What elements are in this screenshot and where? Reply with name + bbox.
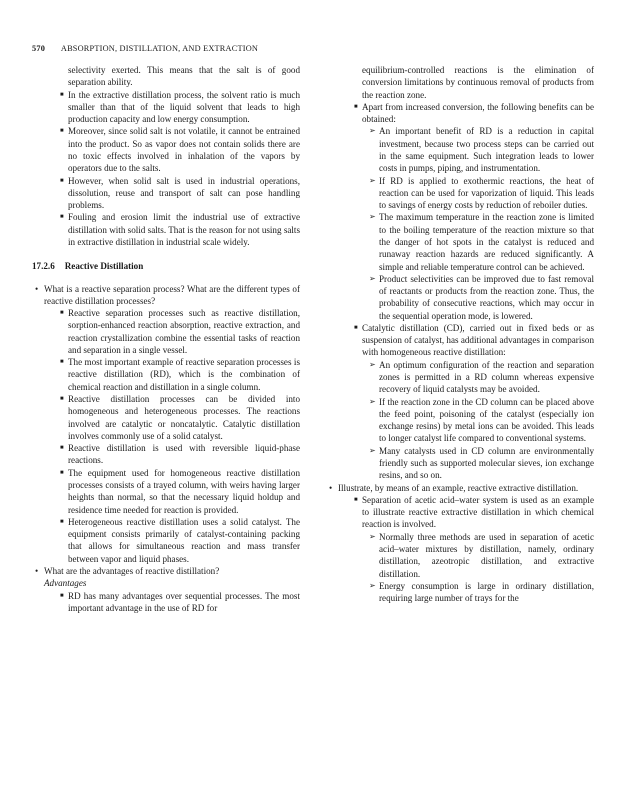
- arrowhead-icon: ➢: [369, 359, 376, 369]
- square-bullet-icon: ■: [60, 177, 64, 184]
- question-item: • Illustrate, by means of an example, reactive extractive distillation.: [329, 482, 579, 493]
- section-number: 17.2.6: [32, 261, 55, 272]
- square-bullet-icon: ■: [60, 128, 64, 135]
- continued-paragraph: selectivity exerted. This means that the salt is of good separation ability.: [68, 65, 300, 88]
- square-bullet-icon: ■: [60, 359, 64, 366]
- sub-list-item: ➢ Energy consumption is large in ordinary distillation, requiring large number of trays for the: [369, 580, 594, 604]
- arrowhead-icon: ➢: [369, 396, 376, 406]
- square-bullet-icon: ■: [60, 310, 64, 317]
- square-bullet-icon: ■: [354, 103, 358, 110]
- list-item: ■ Reactive distillation is used with reversible liquid-phase reactions.: [60, 443, 300, 466]
- list-item: ■ However, when solid salt is used in industrial operations, dissolution, reuse and transport of salt can pose handling problems.: [60, 175, 300, 211]
- sub-list-item: ➢ The maximum temperature in the reaction zone is limited to the boiling temperature of the reaction mixture so that the danger of hot spots in the catalyst is reduced and runaway reaction hazards are reduced significantly. A simple and reliable temperature control can be achieved.: [369, 212, 594, 272]
- arrowhead-icon: ➢: [369, 273, 376, 283]
- section-title: Reactive Distillation: [64, 261, 144, 272]
- arrowhead-icon: ➢: [369, 445, 376, 455]
- question-item: • What is a reactive separation process? What are the different types of reactive distillation processes?: [35, 283, 300, 306]
- page-number: 570: [32, 44, 46, 53]
- arrowhead-icon: ➢: [369, 580, 376, 590]
- list-item: ■ Apart from increased conversion, the following benefits can be obtained:: [354, 101, 594, 125]
- arrowhead-icon: ➢: [369, 175, 376, 185]
- question-item: • What are the advantages of reactive distillation?: [35, 565, 220, 576]
- sub-list-item: ➢ Normally three methods are used in separation of acetic acid–water mixtures by distillation, namely, ordinary distillation, azeotropic distillation, and extractive distillation.: [369, 531, 594, 579]
- list-item: ■ RD has many advantages over sequential processes. The most important advantage in the use of RD for: [60, 590, 300, 613]
- left-column: [32, 64, 300, 614]
- square-bullet-icon: ■: [354, 496, 358, 503]
- list-item: ■ In the extractive distillation process, the solvent ratio is much smaller than that of the liquid solvent that leads to high production capacity and low energy consumption.: [60, 89, 300, 125]
- bullet-icon: •: [35, 565, 39, 576]
- sub-list-item: ➢ Product selectivities can be improved due to fast removal of reactants or products from the reaction zone. Thus, the probability of consecutive reactions, which may occur in the sequential operation mode, is lowered.: [369, 273, 594, 321]
- list-item: ■ Catalytic distillation (CD), carried out in fixed beds or as suspension of catalyst, has additional advantages in comparison with homogeneous reactive distillation:: [354, 322, 594, 358]
- square-bullet-icon: ■: [60, 214, 64, 221]
- list-item: ■ Heterogeneous reactive distillation uses a solid catalyst. The equipment consists primarily of catalyst-containing packing that allows for simultaneous reaction and mass transfer between vapor and liquid phases.: [60, 516, 300, 564]
- list-item: ■ Separation of acetic acid–water system is used as an example to illustrate reactive extractive distillation in which chemical reaction is involved.: [354, 494, 594, 530]
- square-bullet-icon: ■: [60, 445, 64, 452]
- list-item: ■ The equipment used for homogeneous reactive distillation processes consists of a trayed column, with weirs having larger heights than normal, so that the necessary liquid holdup and residence time needed for reaction is provided.: [60, 467, 300, 515]
- list-item: ■ Fouling and erosion limit the industrial use of extractive distillation with solid salts. That is the reason for not using salts in extractive distillation in industrial scale widely.: [60, 212, 300, 247]
- section-heading: [32, 260, 300, 272]
- bullet-icon: •: [329, 482, 333, 493]
- sub-list-item: ➢ If the reaction zone in the CD column can be placed above the feed point, poisoning of the catalyst (especially ion exchange resins) by metal ions can be avoided. This leads to longer catalyst life compared to conventional systems.: [369, 396, 594, 444]
- sub-list-item: ➢ Many catalysts used in CD column are environmentally friendly such as supported molecular sieves, ion exchange resins, and so on.: [369, 445, 594, 481]
- list-item: ■ Reactive distillation processes can be divided into homogeneous and heterogeneous processes. The reactions involved are catalytic or noncatalytic. Catalytic distillation involves commonly use of a solid catalyst.: [60, 394, 300, 441]
- list-item: ■ Reactive separation processes such as reactive distillation, sorption-enhanced reaction absorption, reactive extraction, and reaction crystallization combine the essential tasks of reaction and separation in a single vessel.: [60, 308, 300, 355]
- sub-list-item: ➢ An optimum configuration of the reaction and separation zones is permitted in a RD column whereas expensive recovery of liquid catalysts may be avoided.: [369, 359, 594, 395]
- continued-paragraph: equilibrium-controlled reactions is the elimination of conversion limitations by continuous removal of products from the reaction zone.: [362, 65, 594, 100]
- running-title: ABSORPTION, DISTILLATION, AND EXTRACTION: [60, 44, 259, 53]
- sub-list-item: ➢ An important benefit of RD is a reduction in capital investment, because two process steps can be carried out in the same equipment. Such integration leads to lower costs in pumps, piping, and instrumentation.: [369, 126, 594, 174]
- square-bullet-icon: ■: [60, 396, 64, 403]
- arrowhead-icon: ➢: [369, 126, 376, 136]
- square-bullet-icon: ■: [354, 324, 358, 331]
- right-column: [326, 64, 594, 604]
- sub-list-item: ➢ If RD is applied to exothermic reactions, the heat of reaction can be used for vaporization of liquid. This leads to savings of energy costs by reduction of reboiler duties.: [369, 175, 594, 211]
- square-bullet-icon: ■: [60, 518, 64, 525]
- square-bullet-icon: ■: [60, 592, 64, 599]
- bullet-icon: •: [35, 283, 39, 294]
- arrowhead-icon: ➢: [369, 531, 376, 541]
- list-item: ■ Moreover, since solid salt is not volatile, it cannot be entrained into the product. So as vapor does not contain solids there are no toxic effects involved in inhalation of the vapors by operators due to the salts.: [60, 126, 300, 174]
- running-header: [32, 44, 587, 53]
- square-bullet-icon: ■: [60, 91, 64, 98]
- square-bullet-icon: ■: [60, 469, 64, 476]
- list-item: ■ The most important example of reactive separation processes is reactive distillation (RD), which is the combination of chemical reaction and distillation in a single column.: [60, 357, 300, 392]
- arrowhead-icon: ➢: [369, 212, 376, 222]
- advantages-label: Advantages: [44, 578, 87, 589]
